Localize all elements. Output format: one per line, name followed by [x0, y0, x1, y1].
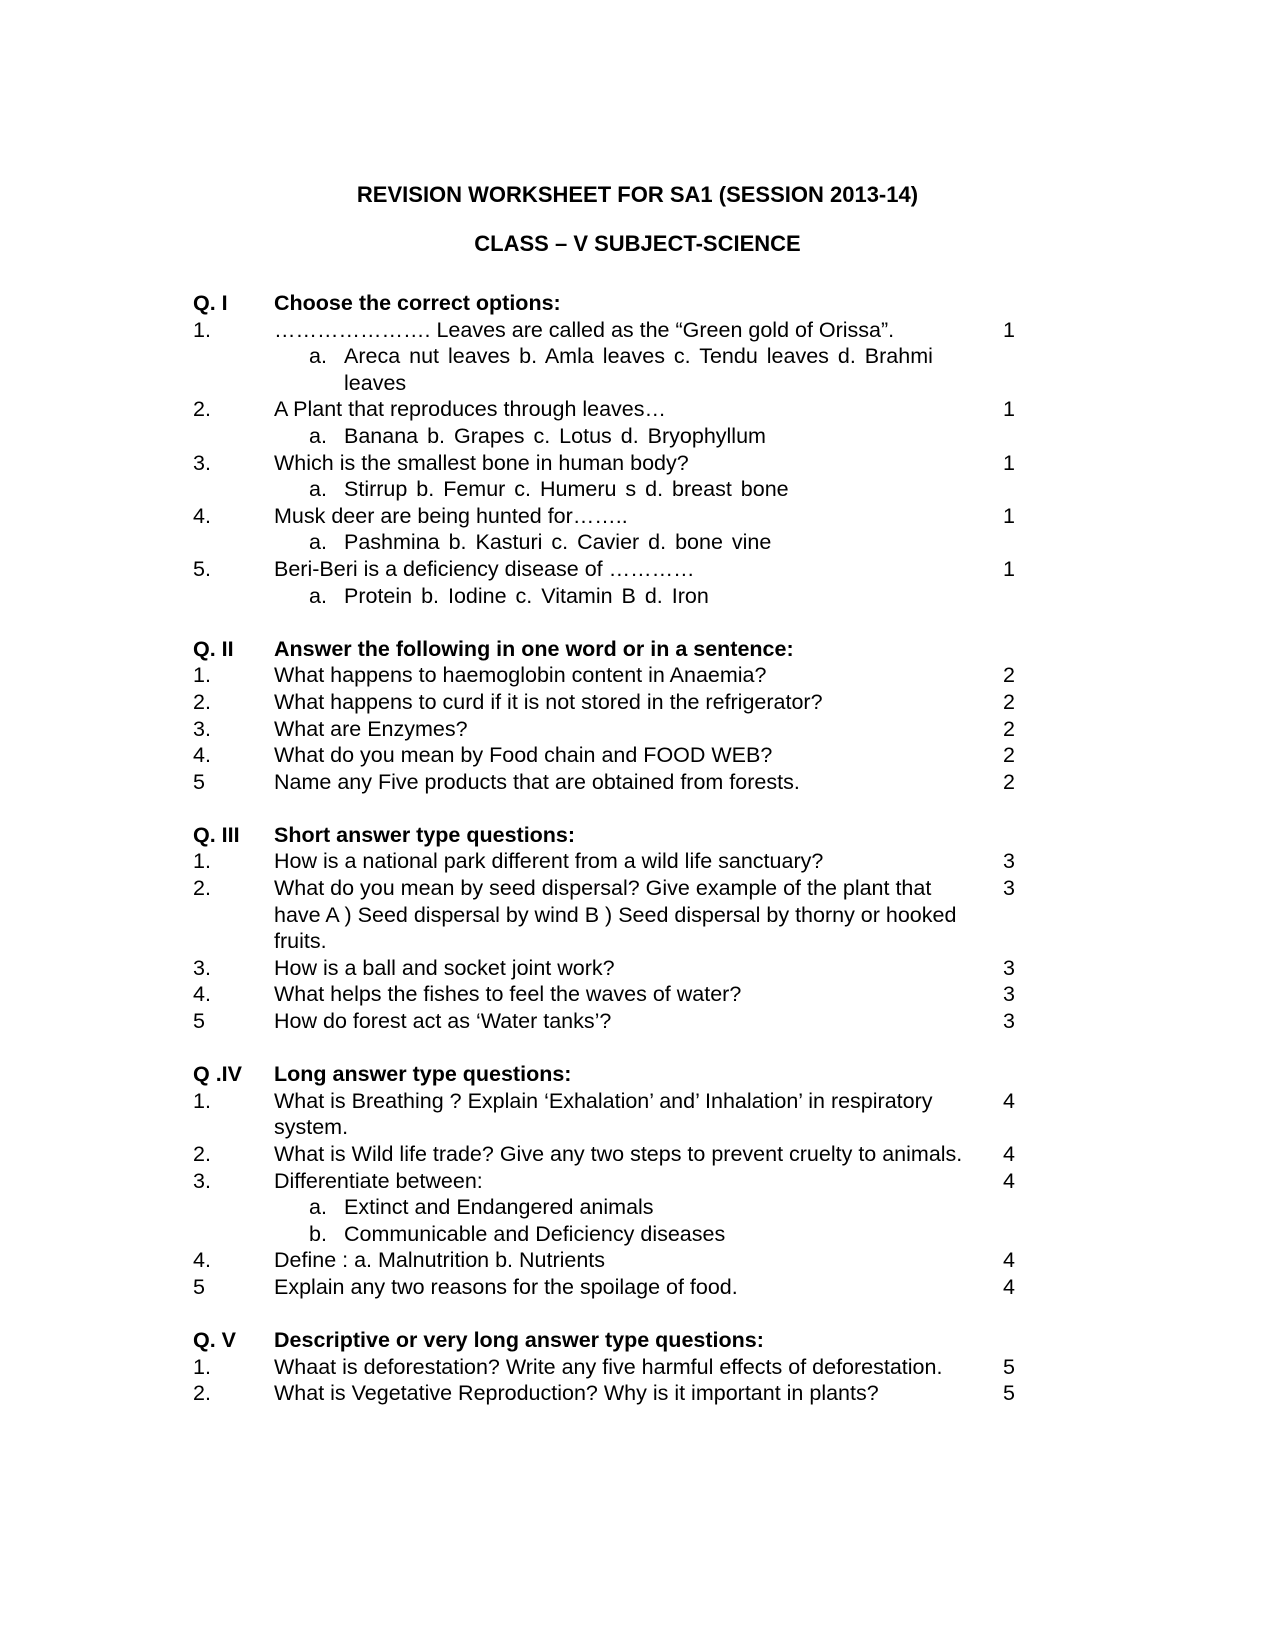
question-text: What do you mean by seed dispersal? Give example of the plant that have A ) Seed dispersal by wind B ) Seed dispersal by thorny or hooked fruits. — [274, 876, 957, 954]
question-row — [193, 1380, 1028, 1407]
answer-option — [309, 423, 938, 450]
question-row — [193, 662, 1028, 689]
option-letter: a. — [309, 423, 327, 448]
section-heading — [193, 1327, 1028, 1354]
option-text: Areca nut leaves b. Amla leaves c. Tendu leaves d. Brahmi leaves — [344, 344, 933, 395]
option-text: Banana b. Grapes c. Lotus d. Bryophyllum — [344, 423, 766, 448]
question-row — [193, 848, 1028, 875]
question-marks: 3 — [1003, 1009, 1015, 1034]
answer-option — [309, 1221, 938, 1248]
question-marks: 4 — [1003, 1274, 1015, 1299]
question-marks: 2 — [1003, 743, 1015, 768]
question-number: 4. — [193, 1248, 211, 1273]
question-marks: 2 — [1003, 769, 1015, 794]
question-row — [193, 1354, 1028, 1381]
question-number: 2. — [193, 397, 211, 422]
question-text: Which is the smallest bone in human body? — [274, 450, 689, 475]
section-heading-text: Descriptive or very long answer type questions: — [274, 1328, 764, 1353]
question-marks: 1 — [1003, 556, 1015, 581]
question-marks: 2 — [1003, 663, 1015, 688]
question-text: What happens to curd if it is not stored in the refrigerator? — [274, 689, 823, 714]
question-text: How do forest act as ‘Water tanks’? — [274, 1009, 612, 1034]
question-marks: 4 — [1003, 1142, 1015, 1166]
question-marks: 4 — [1003, 1168, 1015, 1193]
question-text: …………………. Leaves are called as the “Green gold of Orissa”. — [274, 317, 895, 342]
question-marks: 4 — [1003, 1088, 1015, 1113]
question-text: Explain any two reasons for the spoilage of food. — [274, 1274, 738, 1299]
question-text: What is Breathing ? Explain ‘Exhalation’ and’ Inhalation’ in respiratory system. — [274, 1088, 933, 1140]
question-row — [193, 450, 1028, 477]
section-heading-text: Short answer type questions: — [274, 822, 576, 847]
question-number: 3. — [193, 716, 211, 741]
answer-option — [309, 343, 938, 396]
question-row — [193, 1274, 1028, 1301]
question-section — [193, 1327, 1028, 1407]
option-letter: a. — [309, 477, 327, 502]
option-text: Extinct and Endangered animals — [344, 1195, 654, 1220]
question-text: A Plant that reproduces through leaves… — [274, 397, 667, 422]
section-heading — [193, 290, 1028, 317]
question-number: 3. — [193, 955, 211, 980]
question-marks: 3 — [1003, 849, 1015, 874]
answer-option — [309, 1194, 938, 1221]
question-marks: 3 — [1003, 982, 1015, 1007]
question-text: What happens to haemoglobin content in Anaemia? — [274, 663, 767, 688]
question-row — [193, 981, 1028, 1008]
question-marks: 3 — [1003, 876, 1015, 901]
question-row — [193, 769, 1028, 796]
worksheet-title: REVISION WORKSHEET FOR SA1 (SESSION 2013-14) — [356, 182, 919, 207]
option-letter: a. — [309, 344, 327, 369]
question-section — [193, 1061, 1028, 1300]
question-text: Define : a. Malnutrition b. Nutrients — [274, 1248, 606, 1273]
question-number: 4. — [193, 982, 211, 1007]
question-marks: 2 — [1003, 689, 1015, 714]
question-number: 1. — [193, 317, 211, 342]
section-label: Q .IV — [193, 1062, 242, 1087]
question-section — [193, 822, 1028, 1035]
section-label: Q. III — [193, 822, 240, 847]
question-number: 2. — [193, 1142, 211, 1166]
question-row — [193, 556, 1028, 583]
question-row — [193, 503, 1028, 530]
question-row — [193, 396, 1028, 423]
question-number: 1. — [193, 849, 211, 874]
question-number: 4. — [193, 743, 211, 768]
question-text: Name any Five products that are obtained from forests. — [274, 769, 800, 794]
option-letter: a. — [309, 1195, 327, 1220]
question-number: 2. — [193, 689, 211, 714]
option-text: Communicable and Deficiency diseases — [344, 1221, 726, 1246]
section-label: Q. V — [193, 1328, 237, 1353]
question-text: Beri-Beri is a deficiency disease of ………… — [274, 556, 695, 581]
question-number: 5. — [193, 556, 211, 581]
question-row — [193, 742, 1028, 769]
question-marks: 2 — [1003, 716, 1015, 741]
question-text: How is a national park different from a wild life sanctuary? — [274, 849, 824, 874]
question-number: 3. — [193, 1168, 211, 1193]
question-number: 5 — [193, 769, 205, 794]
section-label: Q. I — [193, 291, 228, 315]
question-marks: 1 — [1003, 503, 1015, 528]
question-row — [193, 1168, 1028, 1195]
question-row — [193, 317, 1028, 344]
answer-option — [309, 529, 938, 556]
section-heading-text: Choose the correct options: — [274, 291, 561, 315]
section-label: Q. II — [193, 636, 234, 661]
question-marks: 5 — [1003, 1354, 1015, 1379]
question-text: Differentiate between: — [274, 1168, 483, 1193]
question-number: 3. — [193, 450, 211, 475]
question-marks: 1 — [1003, 450, 1015, 475]
option-letter: b. — [309, 1221, 327, 1246]
question-number: 2. — [193, 876, 211, 901]
question-row — [193, 955, 1028, 982]
question-text: Musk deer are being hunted for…….. — [274, 503, 628, 528]
question-number: 4. — [193, 503, 211, 528]
worksheet-subtitle: CLASS – V SUBJECT-SCIENCE — [474, 231, 801, 256]
section-heading-text: Answer the following in one word or in a sentence: — [274, 636, 794, 661]
question-number: 5 — [193, 1009, 205, 1034]
question-marks: 5 — [1003, 1381, 1015, 1406]
question-row — [193, 1141, 1028, 1168]
question-number: 1. — [193, 1354, 211, 1379]
answer-option — [309, 476, 938, 503]
question-text: How is a ball and socket joint work? — [274, 955, 615, 980]
option-letter: a. — [309, 583, 327, 608]
question-row — [193, 1247, 1028, 1274]
question-text: What helps the fishes to feel the waves of water? — [274, 982, 742, 1007]
section-heading — [193, 1061, 1028, 1088]
section-heading — [193, 822, 1028, 849]
question-row — [193, 1088, 1028, 1141]
question-number: 5 — [193, 1274, 205, 1299]
question-text: What do you mean by Food chain and FOOD WEB? — [274, 743, 773, 768]
answer-option — [309, 583, 938, 610]
question-text: What are Enzymes? — [274, 716, 468, 741]
question-row — [193, 689, 1028, 716]
question-section — [193, 636, 1028, 796]
option-text: Stirrup b. Femur c. Humeru s d. breast bone — [344, 477, 789, 502]
question-row — [193, 716, 1028, 743]
question-number: 1. — [193, 1088, 211, 1113]
option-letter: a. — [309, 530, 327, 555]
option-text: Protein b. Iodine c. Vitamin B d. Iron — [344, 583, 709, 608]
question-row — [193, 875, 1028, 955]
section-heading — [193, 636, 1028, 663]
question-marks: 4 — [1003, 1248, 1015, 1273]
question-marks: 3 — [1003, 955, 1015, 980]
question-number: 1. — [193, 663, 211, 688]
section-heading-text: Long answer type questions: — [274, 1062, 572, 1087]
question-marks: 1 — [1003, 397, 1015, 422]
question-marks: 1 — [1003, 317, 1015, 342]
question-text: Whaat is deforestation? Write any five harmful effects of deforestation. — [274, 1354, 943, 1379]
question-sections — [193, 290, 1028, 1434]
option-text: Pashmina b. Kasturi c. Cavier d. bone vine — [344, 530, 772, 555]
question-section — [193, 290, 1028, 609]
question-number: 2. — [193, 1381, 211, 1406]
question-row — [193, 1008, 1028, 1035]
question-text: What is Wild life trade? Give any two steps to prevent cruelty to animals. — [274, 1142, 963, 1166]
question-text: What is Vegetative Reproduction? Why is it important in plants? — [274, 1381, 879, 1406]
